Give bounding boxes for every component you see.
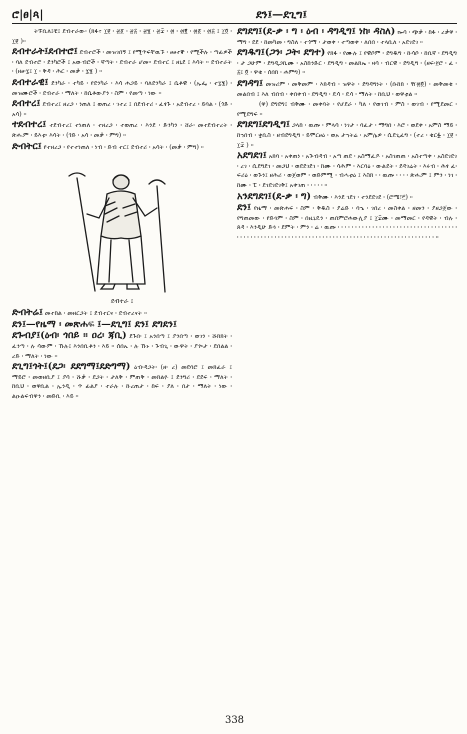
entry-headword: ደብተራዊ፤ bbox=[12, 76, 49, 88]
entry-definition: መተከል ፡ መዘርጋት ፤ ደብተርና ፡ ደብተረናት ። bbox=[44, 310, 147, 318]
entry-headword: ደን፤—የዜማ ፡ መጽሐፍ ፤—ደጊግ፤ ደን፤ ደግደን፤ bbox=[12, 318, 177, 330]
header-guide-words: ደን፤—ደጊግ፤ bbox=[255, 8, 307, 21]
dictionary-entry bbox=[12, 99, 232, 119]
dictionary-page bbox=[12, 4, 457, 728]
entry-headword: ደጉብያ፤(ዕብ፡ ጎበይ ። ዐረ፡ ጃቢ) bbox=[12, 330, 127, 342]
right-column bbox=[237, 27, 457, 707]
entry-definition: መዝሪም ፡ መቅመም ፡ እክዳብ ፡ ዝዋት ፡ ደግዳግነት ፡ (ቡከክ ፡ ዥ፴፬) ፡ መቅመቂ ፡ መልበብ ፤ እለ ብበብ ፡ ቀበቀብ ፡ ደግዲግ ፡ ዴሳ ፡ ዴሳ ፡ ማለት ፡ ከቢህ ፡ ወዋቲል ። bbox=[237, 80, 457, 98]
entry-headword: ደጊግ፤ጎት፤(ደጋ፡ ደደግማ፤ደድግማ) bbox=[12, 361, 131, 373]
two-column-body bbox=[12, 27, 457, 707]
entry-definition: ደብተረ፤ ዘረጋ ፡ ነጠለ ፤ ወጠረ ፡ ገተረ ፤ በደብተሪ ፡ ፈፃጉ ፡ አደብተረ ፡ ይባል ፡ (ጎድ ፡ አሳ) ። bbox=[12, 101, 232, 118]
entry-definition: የተዘረጋ ፡ የተተነጠለ ፡ ነብ ፡ ድብ ተር፤ ደብተሪ ፡ አሳት ፡ (መቃ ፡ ምግ) ። bbox=[43, 143, 204, 151]
entry-definition: የክፋ ፡ የሙሉ ፤ የዊሶም ፡ ደግዱግ ፡ ኩሳሶ ፡ ከቢኛ ፡ ደግዲግ ፡ ታ ጋሁም ፡ ደግዲጋኪሙ ፡ አስከንድር ፡ ደግዲግ ፡ መልክኤ ፡ ዛሳ ፡ ብርዊ ፡ ደግዲግ ፡ (ዘፍ፡፻ሮ ፡ ፈ ፡ ፭፤ ፬ ፡ ዋቁ ፡ ሰበክ ፡ ሐምግ) ። bbox=[237, 50, 457, 77]
entry-definition: (ዋ) ደግደግ፤ ብቅሙ ፡ መቀባት ፡ የሆደራ ፡ ካለ ፡ የወገብ ፡ ምስ ፡ ወገብ ፡ የሚደመር ፡ የሚደግፍ ። bbox=[237, 101, 457, 118]
running-header bbox=[12, 4, 457, 24]
dictionary-entry bbox=[237, 203, 457, 242]
dictionary-entry bbox=[237, 120, 457, 150]
entry-definition: አክባ ፡ አቀጠነ ፡ አጕብዳብ ፡ አጣ ጠደ ፡ አስማፈዶ ፡ አስገጠጠ ፡ አስተጣቀ ፡ አስደገደገ ፡ ረገ ፡ ሲደግደገ ፡ መጋህ ፡ ወደደገደገ ፡ ከሙ ፡ ሳሕም ፡ እርባዕ ፡ ውልደት ፡ ደዳገሬት ፡ እሩብ ፡ ሕፃ ፈ፡ ፍሪዕ ፡ ወጉን፤ ዘሕሪ ፡ ወጀወም ፡ ወድምሚ ፡ ብሓቲዕ ፤ እስክ ፡ ፡ ዉጡ ፡ ፡ ፡ ፡ ጽሑም ፤ ምን ፡ ነገ ፡ ከሙ ፡ ፒ ፡ ደገደገደገቅ፤ አቀገጠ ፡ ፡ ፡ ፡ ፡ ። bbox=[237, 153, 457, 189]
dictionary-entry bbox=[12, 142, 232, 153]
dictionary-entry bbox=[237, 48, 457, 78]
dictionary-entry bbox=[12, 27, 232, 46]
dictionary-entry bbox=[12, 308, 232, 319]
dictionary-entry bbox=[237, 192, 457, 203]
debtera-with-staff-illustration bbox=[65, 156, 180, 296]
entry-definition: ደጉበ፡ ፤ አንበጣ ፤ ያንበጣ ፡ ወገን ፡ ሹክክት ፡ ፈንጣ ፡ ሉ ሳውም ፡ ኹሉ፤ እንበቢቶን ፡ እይ ። ሰበኡ ፡ ሉ ኹኑ ፡ ጉብጊ ፡ ውዋት ፡ ያጐታ ፡ ደበልል ፡ ረድ ፡ ማለት ፡ ነው ። bbox=[12, 333, 232, 360]
header-left: ሮ|ፀ|ጳ| bbox=[12, 8, 44, 21]
dictionary-entry bbox=[12, 47, 232, 77]
dictionary-entry bbox=[237, 27, 457, 47]
entry-definition: ትፑቢለ፤ቺ፤ ደብተራው፡ (ክፋ፥ ፲፱ ፡ ፳፩ ፡ ፳፭ ፡ ፳፮ ፡ ፳፰ ፡ ፴ ፡ ፴፪ ፡ ፴፩ ፡ ፴፭ ፤ ፲፬ ፡ ፲፱ )። bbox=[12, 28, 232, 45]
debtera-figure bbox=[12, 156, 232, 306]
entry-definition: ኰሳ ፡ ጭቃ ፡ ከፋ ፡ ረቃዋ ፡ ማግ ፡ ደደ ፡ ከመካመ ፡ ግስለ ፡ ተጎማ ፡ ታወቀ ፡ ተጣወቀ ፡ ለበበ ፡ ተላቢለ ፡ አደገደገ ። bbox=[237, 29, 457, 46]
entry-headword: ደግደግ፤(ደ-ቃ ፡ ግ ፡ ዕብ ፡ ዳግዲግ፤ ነከ፡ ዳስለ) bbox=[237, 27, 396, 37]
dictionary-entry bbox=[12, 78, 232, 98]
figure-caption: ደብተራ ፤ bbox=[110, 297, 134, 306]
entry-definition: ዕብ፡ዳጋት፡ (ዘ፡ ረ) መደባሮ ፤ መክፈራ ፤ ማይሮ ፡ መወዘቢያ ፤ ያሳ ፡ ሹቃ ፡ ደጋት ፡ ታለቅ ፡ ምጠቅ ፡ መክልዮ ፤ ደንግሪ ፡ ደደፍ ፡ ማለት ፡ ከቢህ ፡ ወዋቢል ፡ ኢንዲ ፡ ጥ ፊልያ ፡ ተራሉ ፡ ኩረጠታ ፡ ከፍ ፡ ያለ ፡ በታ ፡ ማለት ፡ ነው ፡ ልዑልፍብዋን ፡ መድቢ ፡ እይ ። bbox=[12, 364, 232, 400]
entry-headword: አንደግደገ፤(ደ-ቃ ፡ ግ) bbox=[237, 190, 312, 202]
entry-definition: ተደብተረ፤ ተነጠለ ፡ ተዘረጋ ፡ ተወጠረ ፡ እንደ ፡ ድንካን ፡ ሸራ፡ መተደብተረት ፡ ጽሑም ፡ ይእቲ፡ እሳት ፡ (ጎድ ፡ አሳ ፡ መቃ ፡ ምግ) ። bbox=[12, 122, 232, 139]
entry-headword: አደግደገ፤ bbox=[237, 150, 267, 162]
page-number: 338 bbox=[224, 715, 245, 726]
left-column bbox=[12, 27, 232, 707]
entry-headword: ተደብተረ፤ bbox=[12, 119, 47, 131]
dictionary-entry bbox=[12, 362, 232, 401]
dictionary-entry bbox=[12, 320, 232, 331]
entry-definition: ደንካራ ፡ ተካይ ፡ የደንካራ ፡ እሳ ሐጋይ ፡ ባለደንካራ ፤ ሴቶዊ ፡ (ኢፌ ፡ ተ፯፮) ፡ መዝሙሮች ፡ ደብተራ ፡ ማለት ፡ ከሴቶውያን ፡ ስም ፡ የመጣ ፡ ነው ። bbox=[12, 79, 232, 97]
dictionary-entry bbox=[237, 100, 457, 119]
entry-headword: ደን፤ bbox=[237, 202, 252, 214]
entry-headword: ድብትሬ፤ bbox=[12, 307, 43, 319]
dictionary-entry bbox=[12, 331, 232, 361]
entry-headword: ደብተራት፤ደብተሮ፤ bbox=[12, 46, 78, 58]
entry-definition: ብቅሙ ፡ እንደ ገደገ ፡ ተንደደገደ ፡ (ሮሜ፣፫) ። bbox=[313, 193, 413, 201]
entry-headword: ደብተረ፤ bbox=[12, 98, 41, 110]
dictionary-entry bbox=[237, 79, 457, 99]
entry-headword: ደግዱግ፤(ጋን፡ ጋት፡ ደግተ) bbox=[237, 47, 326, 59]
dictionary-entry bbox=[12, 120, 232, 140]
dictionary-entry bbox=[237, 151, 457, 190]
entry-headword: ደግደግ፤ደግዲግ፤ bbox=[237, 119, 290, 131]
entry-definition: ጋላከ ፡ ዉጡ ፡ ምላሳ ፡ ነገታ ፡ ባፈታ ፡ ማግበ ፡ እሮ ፡ ወደቀ ፡ አምስ ማይ ፡ ከኀበብ ፡ ቋቢስ ፡ ዘብደግዲግ ፡ ይሞርፀዕ ፡ ወአ ታኀትሬ ፡ አምሌዎ ፡ ሲደጊፈግ ፡ (ተረ ፡ ቁርፏ ፡ ፲፱ ፡ ፲፰ ) ። bbox=[237, 122, 457, 149]
entry-definition: የዜማ ፡ መጽሐፍ ፡ ስም ፡ ቅዱስ ፡ ያሬድ ፡ ባኄ ፡ ገበረ ፡ መስቀል ፡ ዘመን ፡ ያዘጋጀው ፡ የግጠመው ፡ የድጓም ፡ ስም ፡ በዚኒዴን ፡ ጠበምሮሐውሊያ ፤ ፲፰ሙ ፡ መማመር ፡ የዳዊት ፡ ብሉ ፡ ጸዳ ፡ እንዲሁ ድጓ ፡ ደምት ፡ ምን ፡ ሬ ፡ ዉጡ ፡ ፡ ፡ ፡ ፡ ፡ ፡ ፡ ፡ ፡ ፡ ፡ ፡ ፡ ፡ ፡ ፡ ፡ ፡ ፡ ፡ ፡ ፡ ፡ ፡ ፡ ፡ ፡ ፡ ፡ ፡ ፡ ፡ ፡ ፡ ፡ ፡ ፡ ፡ ፡ ፡ ፡ ፡ ፡ ፡ ፡ ፡ ፡ ፡ ፡ ፡ ፡ ፡ ፡ ፡ ፡ ፡ ፡ ፡ ፡ ፡ ፡ ፡ ፡ ፡ ፡ ፡ ፡ ፡ ፡ ፡ ፡ ፡ ፡ ፡ ፡ ፡ ፡ ፡ ፡ ፡ ፡ ፡ ፡ ፡ ፡ ፡ ፡ ፡ ፡ ፡ ፡ ፡ ። bbox=[237, 205, 457, 241]
entry-definition: ደብተሮች ፡ መዝገበኝ ፤ የሚጥፍቸዉኙ ፡ ፀፀተኞ ፡ የሚችሉ ፡ ጣፊዎች ፡ ባለ ደብተሮ ፡ ደንካሮች ፤ አውብሮች ፡ ኛጣት ፡ ደብተራ ሆመ፡፡ ደብተር ፤ ዘኒደ ፤ እሳት ፡፡ ደብተራት ፡ (ዘፀ፡፯፤ ፲ ፡ ቅዳ ፡ ሕር ፡ መቃ ፡ ፯፮ ) ። bbox=[12, 49, 232, 76]
entry-headword: ድብትር፤ bbox=[12, 140, 42, 152]
entry-headword: ደግዳግ፤ bbox=[237, 77, 264, 89]
